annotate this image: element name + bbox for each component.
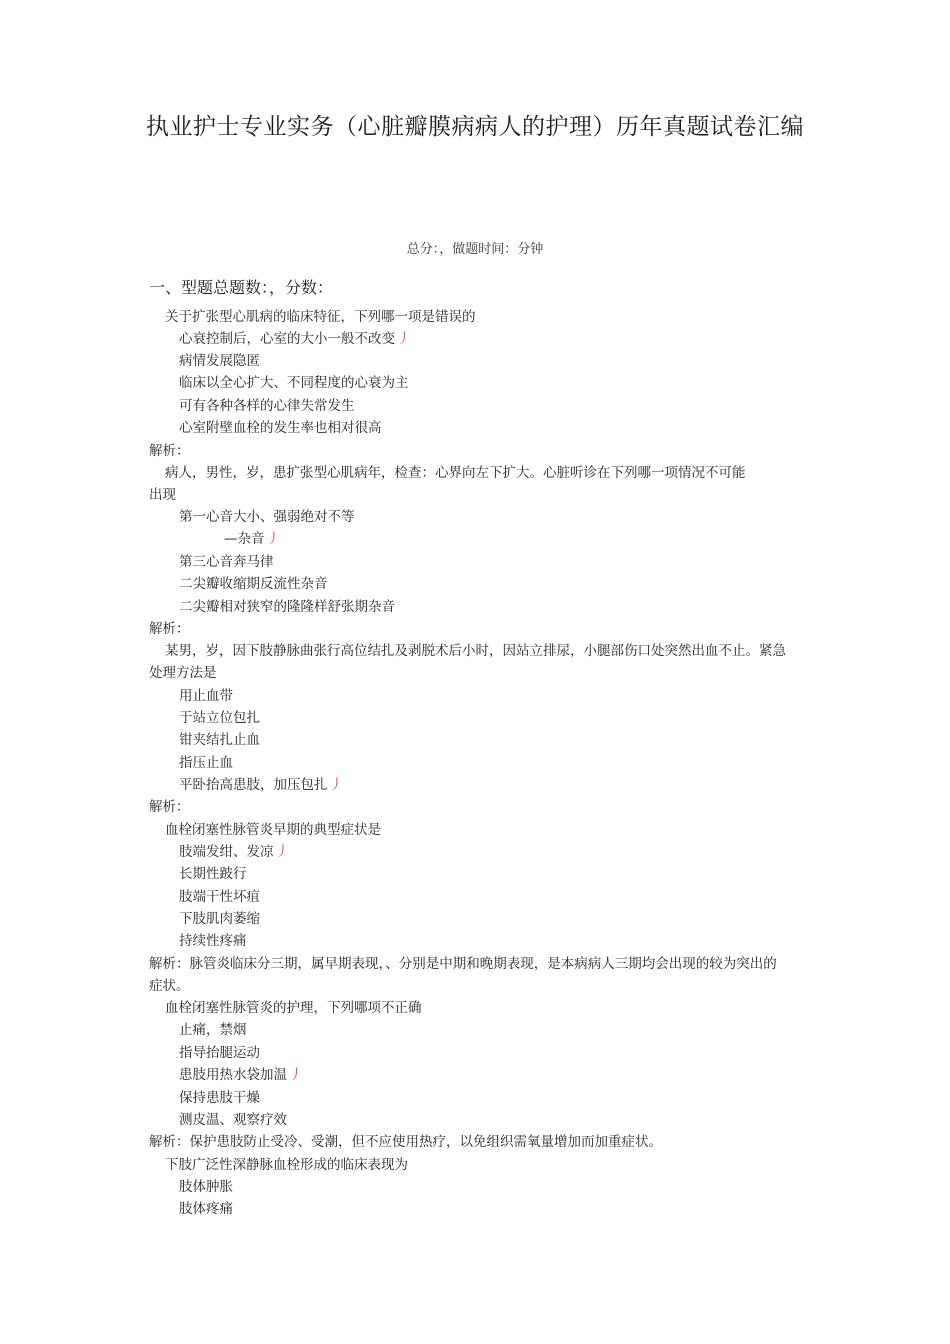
question-stem-continued: 出现 <box>149 487 176 503</box>
correct-mark-icon: 丿 <box>289 1067 303 1083</box>
option-item: 指导抬腿运动 <box>179 1045 260 1061</box>
analysis-text-continued: 症状。 <box>149 978 190 994</box>
analysis-text: 解析：保护患肢防止受冷、受潮，但不应使用热疗，以免组织需氧量增加而加重症状。 <box>149 1134 662 1150</box>
option-item: 指压止血 <box>179 755 233 771</box>
option-item: 于站立位包扎 <box>179 710 260 726</box>
section-heading: 一、型题总题数：，分数： <box>149 278 334 297</box>
option-item: 二尖瓣相对狭窄的隆隆样舒张期杂音 <box>179 599 395 615</box>
question-stem: 关于扩张型心肌病的临床特征，下列哪一项是错误的 <box>165 309 476 325</box>
option-item: 肢端发绀、发凉 丿 <box>179 844 289 860</box>
option-item: 持续性疼痛 <box>179 933 247 949</box>
exam-meta: 总分：，做题时间：分钟 <box>406 242 544 257</box>
option-item: 测皮温、观察疗效 <box>179 1112 287 1128</box>
correct-mark-icon: 丿 <box>275 844 289 860</box>
correct-mark-icon: 丿 <box>397 331 411 347</box>
question-stem: 病人，男性，岁，患扩张型心肌病年，检查：心界向左下扩大。心脏听诊在下列哪一项情况不可能 <box>165 465 746 481</box>
option-item: 可有各种各样的心律失常发生 <box>179 398 355 414</box>
option-item: 第三心音奔马律 <box>179 554 274 570</box>
question-stem-continued: 处理方法是 <box>149 665 217 681</box>
question-stem: 血栓闭塞性脉管炎的护理，下列哪项不正确 <box>165 1000 422 1016</box>
option-item: 平卧抬高患肢，加压包扎 丿 <box>179 777 343 793</box>
analysis-text: 解析： <box>149 443 190 459</box>
option-item: 肢体疼痛 <box>179 1201 233 1217</box>
analysis-text: 解析：脉管炎临床分三期，属早期表现，、分别是中期和晚期表现，是本病病人三期均会出现的较为突出的 <box>149 956 777 972</box>
correct-mark-icon: 丿 <box>266 531 280 547</box>
option-item: 临床以全心扩大、不同程度的心衰为主 <box>179 375 409 391</box>
option-item: 心衰控制后，心室的大小一般不改变 丿 <box>179 331 411 347</box>
question-stem: 某男，岁，因下肢静脉曲张行高位结扎及剥脱术后小时，因站立排尿，小腿部伤口处突然出血不止。紧急 <box>165 643 786 659</box>
correct-mark-icon: 丿 <box>329 777 343 793</box>
option-item: 肢体肿胀 <box>179 1179 233 1195</box>
option-item: 保持患肢干燥 <box>179 1090 260 1106</box>
option-item: 病情发展隐匿 <box>179 353 260 369</box>
option-item: 患肢用热水袋加温 丿 <box>179 1067 303 1083</box>
question-stem: 下肢广泛性深静脉血栓形成的临床表现为 <box>165 1157 408 1173</box>
analysis-text: 解析： <box>149 799 190 815</box>
document-title: 执业护士专业实务（心脏瓣膜病病人的护理）历年真题试卷汇编 <box>146 114 804 140</box>
option-item: 二尖瓣收缩期反流性杂音 <box>179 576 328 592</box>
option-item: 止痛，禁烟 <box>179 1022 247 1038</box>
question-stem: 血栓闭塞性脉管炎早期的典型症状是 <box>165 822 381 838</box>
option-item: 心室附壁血栓的发生率也相对很高 <box>179 420 382 436</box>
option-item: —杂音 丿 <box>224 531 280 547</box>
option-item: 第一心音大小、强弱绝对不等 <box>179 509 355 525</box>
option-item: 钳夹结扎止血 <box>179 732 260 748</box>
option-item: 用止血带 <box>179 688 233 704</box>
analysis-text: 解析： <box>149 621 190 637</box>
option-item: 肢端干性坏疽 <box>179 889 260 905</box>
option-item: 下肢肌肉萎缩 <box>179 911 260 927</box>
option-item: 长期性跛行 <box>179 866 247 882</box>
